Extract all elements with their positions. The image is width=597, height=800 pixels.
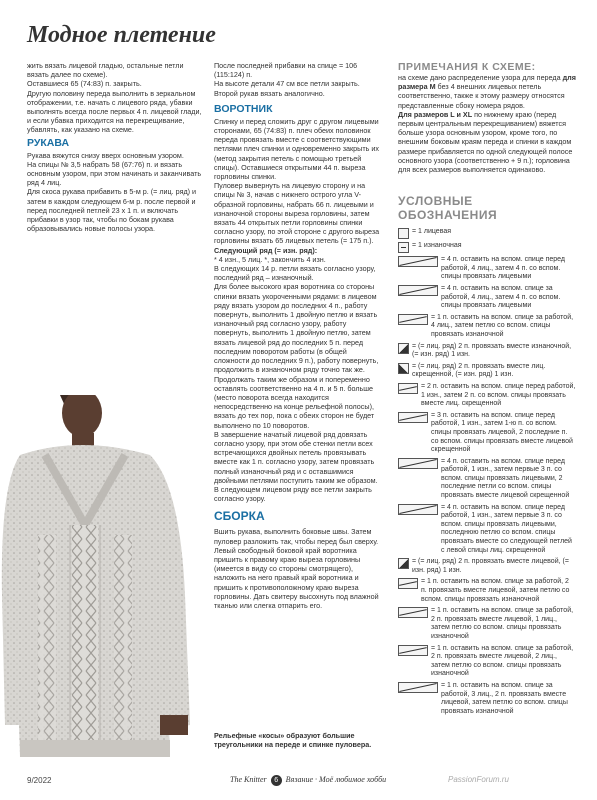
knit-symbol-icon — [398, 228, 409, 239]
heading-chart-notes: ПРИМЕЧАНИЯ К СХЕМЕ: — [398, 61, 536, 73]
sleeves-text: Рукава вяжутся снизу вверх основным узором. На спицы № 3,5 набрать 58 (67:76) п. и вязать основным узором, при этом начинать и заканчивать ряд 4 лиц. Для скоса рукава прибавить в 5-м р. (= лиц. ряд) и затем в каждом следующем 6-м р. после первой и перед последней петлей 23 х 1 п. и включать прибавки в узор так, чтобы по бокам рукава образовывались новые полосы узора. — [27, 150, 202, 234]
column-2 — [214, 61, 384, 610]
legend-item: = 1 лицевая — [398, 228, 576, 239]
legend-item: = 3 п. оставить на вспом. спице перед работой, 1 изн., затем 1-ю п. со вспом. спицы провязать лицевой, 2 последние п. со вспом. спицы провязать вместе лицевой скрещенной — [398, 412, 576, 455]
page-number: 6 — [271, 775, 282, 786]
cross-front-4b-icon — [398, 504, 438, 515]
collar-rows-text: * 4 изн., 5 лиц. *, закончить 4 изн. В следующих 14 р. петли вязать согласно узору, последний ряд – изнаночный. Для более высокого края воротника со стороны спинки вязать укороченными рядами: в лицевом ряду вязать узором до последних 4 п., работу повернуть, выполнить 1 двойную петлю и вязать изнаночный ряд согласно узору, работу повернуть, выполнить 1 двойную петлю, затем вязать лицевой ряд до последних 5 п. перед последним поворотом работы (в общей сложности до последних 9 п.), работу повернуть, продолжить в изнаночном ряду точно так же. Продолжать таким же образом и попеременно оставлять соответственно на 4 п. и 5 п. больше (место поворота всегда находится непосредственно на конце рельефной полосы), вязать до тех пор, пока с обеих сторон не будет выполнено по 10 поворотов. В завершение начатый лицевой ряд довязать согласно узору, при этом обе стенки петли всех встречающихся двойных петель провязывать вместе как 1 п. согласно узору, затем провязать полный изнаночный ряд и с оставшимися двойными петлями поступить таким же образом. В следующем лицевом ряду все петли закрыть согласно узору. — [214, 254, 379, 504]
notes-text-d: по нижнему краю (перед первым центральным перекрещиванием) вяжется больше узора основным узором, кроме того, по внешним боковым краям переда и спинки в каждом размере прибавляется по одной следующей полосе основного узора (соответственно + 9 п.); горловина для всех размеров выполняется одинаково. — [398, 109, 573, 175]
legend-item: = 4 п. оставить на вспом. спице перед работой, 1 изн., затем первые 3 п. со вспом. спицы провязать лицевыми, 2 последние петли со вспом. спицы провязать вместе лицевой скрещенной — [398, 458, 576, 501]
heading-assembly: СБОРКА — [214, 509, 265, 524]
notes-text-a: на схеме дано распределение узора для переда — [398, 73, 563, 82]
photo-caption: Рельефные «косы» образуют большие треугольники на переде и спинке пуловера. — [214, 731, 372, 750]
footer-magazine — [230, 775, 386, 786]
legend-item: = 1 п. оставить на вспом. спице за работой, 4 лиц., затем петлю со вспом. спицы провязать изнаночной — [398, 314, 576, 340]
magazine-name: The Knitter — [230, 775, 267, 784]
cross-front-3-icon — [398, 412, 428, 423]
site-watermark: PassionForum.ru — [448, 775, 509, 784]
legend-item: = 4 п. оставить на вспом. спице перед работой, 4 лиц., затем 4 п. со вспом. спицы провязать лицевыми — [398, 256, 576, 282]
collar-text: Спинку и перед сложить друг с другом лицевыми сторонами, 65 (74:83) п. плеч обеих половинок переда провязать вместе с соответствующими петлями плеч спинки и одновременно закрыть их (метод закрытия петель с помощью третьей спицы). Оставшиеся открытыми 44 п. выреза горловины спинки. Пуловер вывернуть на лицевую сторону и на спицы № 3, начав с нижнего острого угла V-образной горловины, набрать 66 п. лицевыми и изнаночной стороны выреза горловины, затем вязать 44 открытых петли горловины спинки согласно узору, по этой стороне с другого выреза горловины вязать 65 лицевых петель (= 175 п.). — [214, 116, 380, 246]
legend-item: = (= лиц. ряд) 2 п. провязать вместе изнаночной, (= изн. ряд) 1 изн. — [398, 343, 576, 360]
cross-back-dec-icon — [398, 578, 418, 589]
magazine-tagline: Вязание · Моё любимое хобби — [285, 775, 387, 784]
page-footer — [0, 770, 597, 800]
cross-back-dec-3-icon — [398, 682, 438, 693]
cross-front-4-icon — [398, 458, 438, 469]
cable-back-8-icon — [398, 285, 438, 296]
cross-front-2-icon — [398, 383, 418, 394]
front-finish-text: жить вязать лицевой гладью, остальные петли вязать далее по схеме). Оставшиеся 65 (74:83) п. закрыть. Другую половину переда выполнить в зеркальном отображении, т.е. начать с лицевого ряда, убавки выполнять всегда после первых 4 п. лицевой глади, и если убавка приходится на перекрещивание, убавлять, как указано на схеме. — [27, 61, 202, 135]
issue-date: 9/2022 — [27, 776, 52, 785]
dec-twisted-icon — [398, 363, 409, 374]
legend-item: = 1 изнаночная — [398, 242, 576, 253]
dec-knit-icon — [398, 558, 409, 569]
cross-back-dec-2-icon — [398, 645, 428, 656]
legend-item: = 1 п. оставить на вспом. спице за работой, 2 п. провязать вместе лицевой, затем петлю со вспом. спицы провязать изнаночной — [398, 578, 576, 604]
dec-purl-icon — [398, 343, 409, 354]
legend-list — [398, 228, 576, 716]
legend-item: = 1 п. оставить на вспом. спице за работой, 3 лиц., 2 п. провязать вместе лицевой, затем петлю со вспом. спицы провязать изнаночной — [398, 682, 576, 716]
cable-front-8-icon — [398, 256, 438, 267]
column-1 — [27, 61, 203, 233]
legend-item: = 4 п. оставить на вспом. спице перед работой, 1 изн., затем первые 3 п. со вспом. спицы провязать лицевыми, последнюю петлю со вспом. спицы провязать вместе со следующей петлей с левой спицы лиц. скрещенной — [398, 504, 576, 556]
legend-item: = 1 п. оставить на вспом. спице за работой, 2 п. провязать вместе лицевой, 2 лиц., затем петлю со вспом. спицы провязать изнаночной — [398, 645, 576, 679]
sleeves-end-text: После последней прибавки на спице = 106 (115:124) п. На высоте детали 47 см все петли закрыть. Второй рукав вязать аналогично. — [214, 61, 360, 98]
page-title: Модное плетение — [27, 22, 216, 48]
notes-size-l-xl: Для размеров L и XL — [398, 109, 473, 119]
legend-item: = (= лиц. ряд) 2 п. провязать вместе лицевой, (= изн. ряд) 1 изн. — [398, 558, 576, 575]
legend-item: = (= лиц. ряд) 2 п. провязать вместе лиц. скрещенной, (= изн. ряд) 1 изн. — [398, 363, 576, 380]
cross-back-dec-1-icon — [398, 607, 428, 618]
notes-size-m: для размера M — [398, 73, 576, 92]
heading-collar: ВОРОТНИК — [214, 102, 273, 115]
legend-item: = 1 п. оставить на вспом. спице за работой, 2 п. провязать вместе лицевой, 1 лиц., затем петлю со вспом. спицы провязать изнаночной — [398, 607, 576, 641]
legend-item: = 2 п. оставить на вспом. спице перед работой, 1 изн., затем 2 п. со вспом. спицы провязать вместе лиц. скрещенной — [398, 383, 576, 409]
model-photo — [0, 395, 196, 757]
cross-back-purl-icon — [398, 314, 428, 325]
column-3 — [398, 61, 576, 719]
notes-text-c: без 4 внешних лицевых петель соответственно, также к этому размеру относятся представленные сбоку номера рядов. — [398, 82, 565, 110]
collar-next-row-label: Следующий ряд (= изн. ряд): — [214, 245, 318, 255]
purl-symbol-icon — [398, 242, 409, 253]
heading-legend: УСЛОВНЫЕ ОБОЗНАЧЕНИЯ — [398, 194, 498, 223]
assembly-text: Вшить рукава, выполнить боковые швы. Затем пуловер разложить так, чтобы перед был сверху. Левый свободный боковой край воротника пришить к правому краю выреза горловины (имеется в виду со стороны смотрящего), наложить на него правый край воротника и пришить к противоположному краю выреза горловины. Дать свитеру высохнуть под влажной тканью или слегка отпарить его. — [214, 527, 379, 610]
legend-item: = 4 п. оставить на вспом. спице за работой, 4 лиц., затем 4 п. со вспом. спицы провязать лицевыми — [398, 285, 576, 311]
heading-sleeves: РУКАВА — [27, 136, 70, 149]
